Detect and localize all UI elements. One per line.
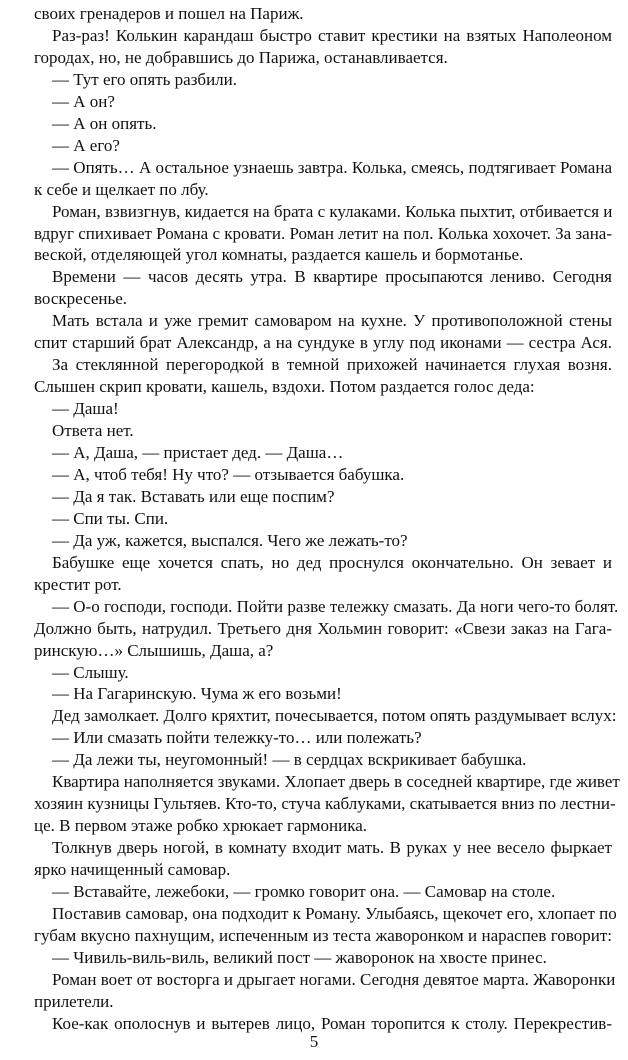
text-line: — А он опять.	[52, 113, 157, 133]
text-line: веской, отделяющей угол комнаты, раздается кашель и бормотанье.	[34, 245, 524, 265]
text-line: воскресенье.	[34, 289, 128, 309]
text-line: к себе и щелкает по лбу.	[34, 179, 209, 199]
text-line: спит старший брат Александр, а на сундуке в углу под иконами — сестра Ася.	[34, 333, 612, 353]
text-line: — А, чтоб тебя! Ну что? — отзывается бабушка.	[52, 464, 405, 484]
text-line: ринскую…» Слышишь, Даша, а?	[34, 640, 274, 660]
text-line: Кое-как ополоснув и вытерев лицо, Роман торопится к столу. Перекрестив-	[52, 1013, 612, 1033]
text-line: — Или смазать пойти тележку-то… или полежать?	[52, 728, 422, 748]
page-number: 5	[309, 1032, 319, 1051]
text-line: городах, но, не добравшись до Парижа, останавливается.	[34, 47, 448, 67]
text-line: — Тут его опять разбили.	[52, 69, 237, 89]
text-line: — А он?	[52, 91, 115, 111]
text-line: За стеклянной перегородкой в темной прихожей начинается глухая возня.	[52, 355, 612, 375]
text-line: — А, Даша, — пристает дед. — Даша…	[52, 443, 344, 462]
text-line: губам вкусно пахнущим, испеченным из теста жаворонком и нараспев говорит:	[34, 925, 612, 945]
text-line: Квартира наполняется звуками. Хлопает дверь в соседней квартире, где живет	[52, 772, 620, 792]
text-line: крестит рот.	[34, 574, 122, 594]
text-line: хозяин кузницы Гультяев. Кто-то, стуча каблуками, скатывается вниз по лестни-	[34, 794, 616, 814]
text-line: — Слышу.	[52, 662, 129, 682]
text-line: Роман воет от восторга и дрыгает ногами. Сегодня девятое марта. Жаворонки	[52, 969, 616, 989]
text-line: Толкнув дверь ногой, в комнату входит мать. В руках у нее весело фыркает	[52, 838, 612, 858]
text-line: — Опять… А остальное узнаешь завтра. Колька, смеясь, подтягивает Романа	[52, 157, 612, 177]
text-line: — А его?	[52, 135, 120, 155]
text-line: — Вставайте, лежебоки, — громко говорит она. — Самовар на столе.	[52, 882, 556, 901]
text-line: Должно быть, натрудил. Третьего дня Хольмин говорит: «Свези заказ на Гага-	[34, 618, 612, 638]
text-line: прилетели.	[34, 991, 114, 1011]
text-line: Роман, взвизгнув, кидается на брата с кулаками. Колька пыхтит, отбивается и	[52, 201, 613, 221]
text-line: — На Гагаринскую. Чума ж его возьми!	[52, 684, 342, 704]
text-line: — Да лежи ты, неугомонный! — в сердцах вскрикивает бабушка.	[52, 750, 527, 770]
text-line: Бабушке еще хочется спать, но дед проснулся окончательно. Он зевает и	[52, 552, 612, 572]
text-line: — Даша!	[52, 399, 119, 419]
text-line: — Да уж, кажется, выспался. Чего же лежать-то?	[52, 530, 408, 550]
text-line: Слышен скрип кровати, кашель, вздохи. Потом раздается голос деда:	[34, 377, 535, 397]
text-line: — Да я так. Вставать или еще поспим?	[52, 486, 335, 506]
text-line: вдруг спихивает Романа с кровати. Роман летит на пол. Колька хохочет. За зана-	[34, 223, 612, 243]
text-line: — О-о господи, господи. Пойти разве тележку смазать. Да ноги чего-то болят.	[52, 596, 619, 616]
text-line: Раз-раз! Колькин карандаш быстро ставит крестики на взятых Наполеоном	[52, 25, 612, 45]
text-line: Ответа нет.	[52, 421, 134, 441]
text-line: Мать встала и уже гремит самоваром на кухне. У противоположной стены	[52, 311, 612, 331]
text-line: — Спи ты. Спи.	[52, 508, 169, 528]
text-line: це. В первом этаже робко хрюкает гармоника.	[34, 816, 368, 836]
text-line: Поставив самовар, она подходит к Роману. Улыбаясь, щекочет его, хлопает по	[52, 903, 617, 923]
text-line: Времени — часов десять утра. В квартире просыпаются лениво. Сегодня	[52, 267, 612, 287]
text-line: ярко начищенный самовар.	[34, 860, 231, 880]
text-line: своих гренадеров и пошел на Париж.	[34, 4, 304, 23]
text-line: — Чивиль-виль-виль, великий пост — жаворонок на хвосте принес.	[52, 947, 547, 967]
text-line: Дед замолкает. Долго кряхтит, почесывается, потом опять раздумывает вслух:	[52, 706, 617, 726]
